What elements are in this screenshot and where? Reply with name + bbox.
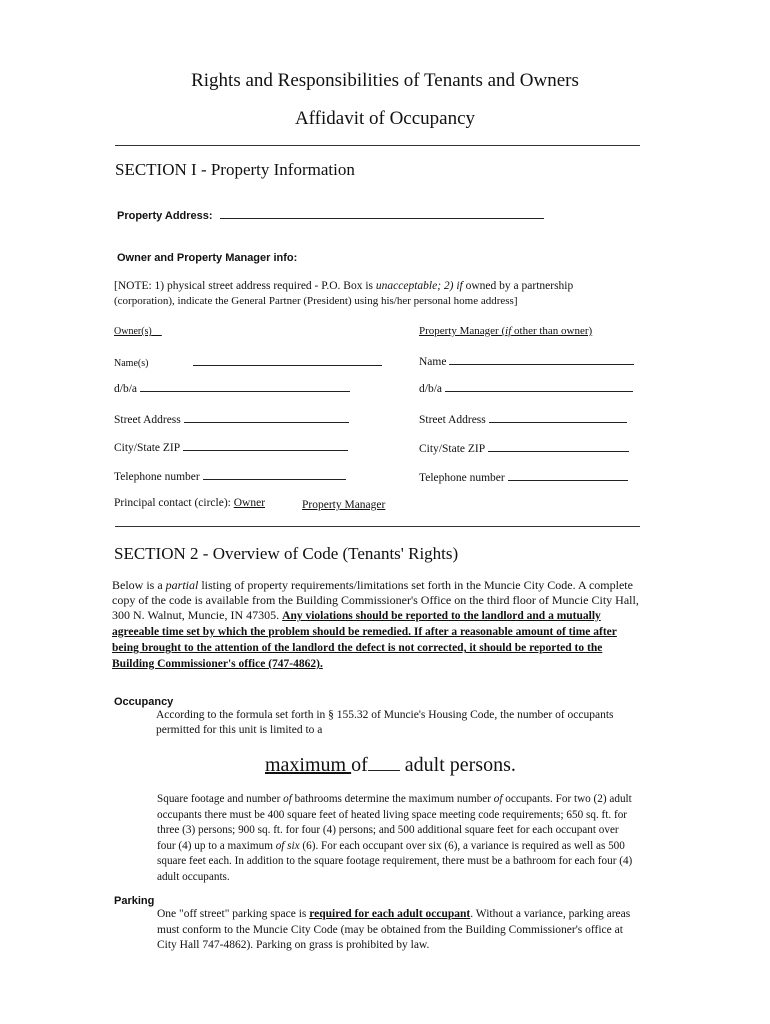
divider xyxy=(115,145,640,146)
pm-header-text: Property Manager ( xyxy=(419,325,506,337)
pm-header-emph: if xyxy=(505,325,512,337)
intro-emph: partial xyxy=(165,578,199,592)
note-text: [NOTE: 1) physical street address required - P.O. Box is xyxy=(114,280,376,292)
owner-city-row xyxy=(114,439,348,454)
field-label: Street Address xyxy=(114,414,181,426)
owner-street-row xyxy=(114,411,349,426)
owner-name-field[interactable] xyxy=(193,354,382,366)
maximum-word: maximum xyxy=(265,754,352,776)
pm-header-text: other than owner) xyxy=(511,325,593,337)
property-address-text: Property Address: xyxy=(117,210,213,222)
pm-phone-row xyxy=(419,469,628,484)
principal-pm-option[interactable]: Property Manager xyxy=(302,499,386,511)
owner-dba-field[interactable] xyxy=(140,380,350,392)
req-text: Square footage and number xyxy=(157,793,284,805)
property-address-label xyxy=(117,207,544,222)
note-emph: unacceptable; 2) if xyxy=(375,280,463,292)
pm-street-field[interactable] xyxy=(489,411,627,423)
owner-column-header xyxy=(114,326,162,337)
owner-header-text: Owner(s) xyxy=(114,326,152,337)
pm-column-header xyxy=(419,325,592,337)
maximum-line xyxy=(265,754,516,777)
owner-phone-row xyxy=(114,468,346,483)
field-label: d/b/a xyxy=(419,383,442,395)
note-line2: (corporation), indicate the General Partner (President) using his/her personal home address] xyxy=(114,295,518,307)
doc-title: Rights and Responsibilities of Tenants and Owners xyxy=(191,70,579,91)
principal-owner-option[interactable]: Owner xyxy=(233,497,266,509)
divider xyxy=(115,526,640,527)
parking-paragraph xyxy=(157,907,637,954)
field-label: City/State ZIP xyxy=(419,443,485,455)
intro-bold-notice: Any violations should be reported to the landlord and a mutually agreeable time set by which the problem should be remedied. If after a reasonable amount of time after being brought to the attention of the landlord the defect is not corrected, it should be reported to the Building Commissioner's office (747-4862). xyxy=(112,610,617,670)
req-emph: of six xyxy=(275,839,300,852)
req-emph: of xyxy=(283,793,292,805)
intro-text: Below is a xyxy=(112,578,166,592)
of-word: of xyxy=(351,754,368,776)
field-label: Telephone number xyxy=(419,472,505,484)
intro-text: listing of property requirements/limitations set forth in the Muncie City Code. A complete copy of the code is available from the Building Commissioner's Office on the third floor of Muncie City Hall, 300 N. Walnut, Muncie, IN 47305. xyxy=(112,578,639,622)
note-text: owned by a partnership xyxy=(462,280,574,292)
adult-persons-text: adult persons. xyxy=(399,754,516,776)
req-text: (6). For each occupant over six (6), a variance is required as well as 500 square feet each. In addition to the square footage requirement, there must be a bathroom for each four (4) adult occupants. xyxy=(157,839,633,883)
note-line1 xyxy=(114,280,573,292)
owner-city-field[interactable] xyxy=(183,439,348,451)
principal-contact-row xyxy=(114,497,265,509)
owner-dba-row xyxy=(114,380,350,395)
max-persons-field[interactable] xyxy=(368,756,400,771)
field-label: Street Address xyxy=(419,414,486,426)
pm-name-row xyxy=(419,353,634,368)
field-label: Telephone number xyxy=(114,471,200,483)
parking-label: Parking xyxy=(114,895,155,907)
section2-intro xyxy=(112,578,642,672)
req-text: occupants. For two (2) adult occupants there must be 400 square feet of heated living space meeting code requirements; 650 sq. ft. for three (3) persons; 900 sq. ft. for four (4) persons; and 500 additional square feet for each occupant over four (4) up to a maximum xyxy=(157,793,632,852)
park-text: . Without a variance, parking areas must conform to the Muncie City Code (may be obtained from the Building Commissioner's office at City Hall 747-4862). Parking on grass is prohibited by law. xyxy=(157,908,631,951)
pm-dba-field[interactable] xyxy=(445,380,633,392)
field-label: d/b/a xyxy=(114,383,137,395)
section2-heading: SECTION 2 - Overview of Code (Tenants' Rights) xyxy=(114,544,459,563)
req-emph: of xyxy=(493,793,503,805)
pm-city-field[interactable] xyxy=(488,440,629,452)
pm-dba-row xyxy=(419,380,633,395)
owner-street-field[interactable] xyxy=(184,411,349,423)
owner-name-row xyxy=(114,354,382,369)
pm-city-row xyxy=(419,440,629,455)
field-label: City/State ZIP xyxy=(114,442,180,454)
property-address-field[interactable] xyxy=(220,207,544,219)
owner-info-label: Owner and Property Manager info: xyxy=(117,252,298,264)
doc-subtitle: Affidavit of Occupancy xyxy=(294,108,476,129)
occupancy-paragraph: According to the formula set forth in § 155.32 of Muncie's Housing Code, the number of occupants permitted for this unit is limited to a xyxy=(156,709,614,736)
principal-label: Principal contact (circle): xyxy=(114,497,234,509)
pm-phone-field[interactable] xyxy=(508,469,628,481)
section1-heading: SECTION I - Property Information xyxy=(115,160,355,179)
field-label: Name xyxy=(419,356,447,368)
park-bold: required for each adult occupant xyxy=(309,908,471,920)
req-text: bathrooms determine the maximum number xyxy=(291,793,494,805)
occupancy-requirements xyxy=(157,792,637,885)
occupancy-label: Occupancy xyxy=(114,696,174,708)
owner-phone-field[interactable] xyxy=(203,468,346,480)
pm-name-field[interactable] xyxy=(449,353,634,365)
park-text: One "off street" parking space is xyxy=(157,908,310,920)
field-label: Name(s) xyxy=(114,358,149,369)
pm-street-row xyxy=(419,411,627,426)
